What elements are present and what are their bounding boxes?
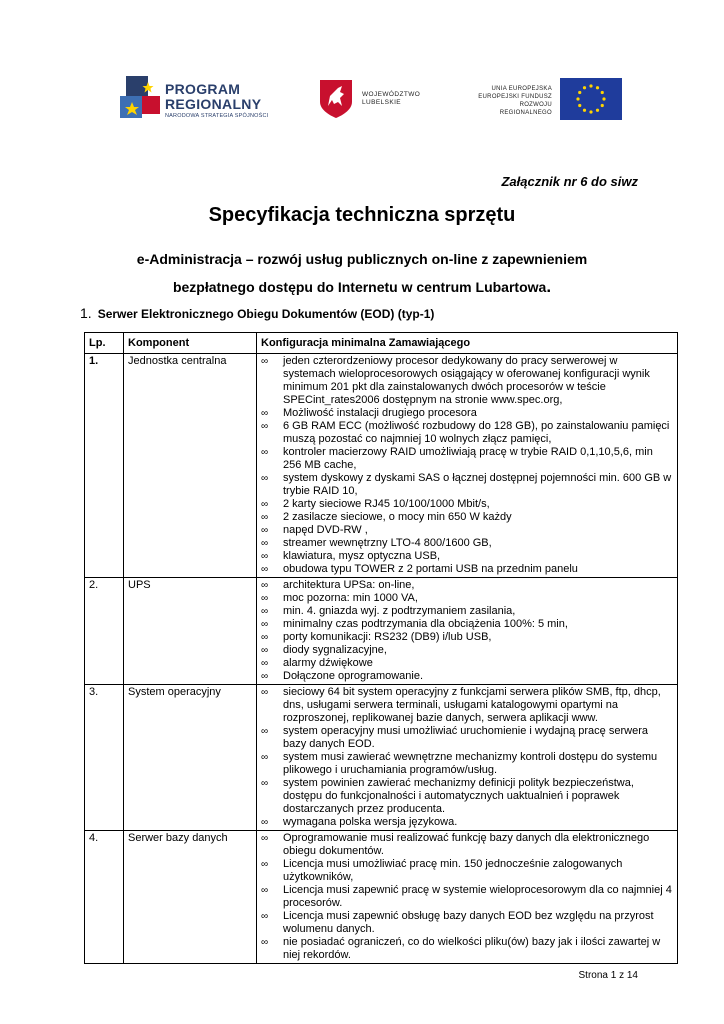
feature-item: ∞ Dołączone oprogramowanie. [261,670,673,683]
eu-star-icon [601,104,604,107]
feature-item: ∞ Licencja musi zapewnić obsługę bazy danych EOD bez względu na przyrost wolumenu danych. [261,910,673,936]
table-body [85,354,678,964]
eu-line1: UNIA EUROPEJSKA [491,86,552,92]
page-footer: Strona 1 z 14 [578,970,638,981]
row-config [257,354,678,578]
feature-item: ∞ nie posiadać ograniczeń, co do wielkości pliku(ów) bazy jak i ilości zawartej w niej rekordów. [261,936,673,962]
feature-list [261,686,673,829]
eu-star-icon [578,91,581,94]
voivodeship-line1: WOJEWÓDZTWO [362,91,421,98]
row-component: UPS [124,578,257,685]
spec-table [84,332,678,964]
row-lp: 1. [85,354,124,578]
program-regionalny-logo-icon [118,74,168,122]
page-title: Specyfikacja techniczna sprzętu [208,204,516,226]
eu-star-icon [596,109,599,112]
feature-item: ∞ obudowa typu TOWER z 2 portami USB na przednim panelu [261,563,673,576]
program-line2: REGIONALNY [165,96,262,112]
eu-star-icon [576,97,579,100]
table-row [85,578,678,685]
eu-star-icon [589,110,592,113]
eu-fund-text [470,85,552,117]
feature-item: ∞ 2 zasilacze sieciowe, o mocy min 650 W każdy [261,511,673,524]
feature-list [261,579,673,683]
table-row [85,685,678,831]
feature-item: ∞ napęd DVD-RW , [261,524,673,537]
subtitle-end: . [546,277,552,296]
feature-item: ∞ min. 4. gniazda wyj. z podtrzymaniem zasilania, [261,605,673,618]
row-component: Jednostka centralna [124,354,257,578]
voivodeship-line2: LUBELSKIE [362,99,402,106]
lubelskie-crest-icon [318,78,354,120]
header-logos [0,68,724,128]
row-config [257,831,678,964]
feature-item: ∞ system powinien zawierać mechanizmy definicji polityk bezpieczeństwa, dostępu do funkcjonalności i automatycznych uaktualnień i poprawek dostarczanych przez producenta. [261,777,673,816]
feature-item: ∞ wymagana polska wersja językowa. [261,816,673,829]
row-lp: 4. [85,831,124,964]
header-config: Konfiguracja minimalna Zamawiającego [257,333,678,354]
feature-list [261,355,673,576]
eu-star-icon [602,97,605,100]
feature-item: ∞ 6 GB RAM ECC (możliwość rozbudowy do 128 GB), po zainstalowaniu pamięci muszą pozostać co najmniej 10 wolnych złącz pamięci, [261,420,673,446]
eu-line2: EUROPEJSKI FUNDUSZ [478,94,552,100]
feature-item: ∞ Licencja musi zapewnić pracę w systemie wieloprocesorowym dla co najmniej 4 procesorów. [261,884,673,910]
eu-star-icon [596,86,599,89]
program-subtitle: NARODOWA STRATEGIA SPÓJNOŚCI [165,113,269,119]
table-row [85,831,678,964]
eu-flag-icon [560,78,622,120]
section-number: 1. [80,305,92,321]
eu-line3: ROZWOJU REGIONALNEGO [499,102,552,116]
feature-item: ∞ sieciowy 64 bit system operacyjny z funkcjami serwera plików SMB, ftp, dhcp, dns, usługami serwera terminali, usługami katalogowymi opartymi na rozproszonej, replikowanej bazie danych, serwera aplikacji www. [261,686,673,725]
row-config [257,578,678,685]
table-header-row [85,333,678,354]
feature-item: ∞ kontroler macierzowy RAID umożliwiają pracę w trybie RAID 0,1,10,5,6, min 256 MB cache, [261,446,673,472]
section-title: Serwer Elektronicznego Obiegu Dokumentów (EOD) (typ-1) [97,307,435,321]
row-component: System operacyjny [124,685,257,831]
eu-star-icon [601,91,604,94]
row-component: Serwer bazy danych [124,831,257,964]
subtitle-line2-text: bezpłatnego dostępu do Internetu w centrum Lubartowa [172,279,547,295]
feature-item: ∞ moc pozorna: min 1000 VA, [261,592,673,605]
voivodeship-text [362,91,420,107]
feature-item: ∞ Możliwość instalacji drugiego procesora [261,407,673,420]
eu-star-icon [578,104,581,107]
eu-star-icon [583,109,586,112]
feature-item: ∞ streamer wewnętrzny LTO-4 800/1600 GB, [261,537,673,550]
table-row [85,354,678,578]
feature-item: ∞ system dyskowy z dyskami SAS o łącznej dostępnej pojemności min. 600 GB w trybie RAID 10, [261,472,673,498]
row-lp: 3. [85,685,124,831]
feature-item: ∞ 2 karty sieciowe RJ45 10/100/1000 Mbit/s, [261,498,673,511]
header-lp: Lp. [85,333,124,354]
feature-item: ∞ porty komunikacji: RS232 (DB9) i/lub USB, [261,631,673,644]
program-line1: PROGRAM [165,81,241,97]
feature-item: ∞ system musi zawierać wewnętrzne mechanizmy kontroli dostępu do systemu plikowego i uruchamiania programów/usług. [261,751,673,777]
subtitle-line2 [40,273,684,301]
feature-item: ∞ klawiatura, mysz optyczna USB, [261,550,673,563]
feature-item: ∞ system operacyjny musi umożliwiać uruchomienie i wydajną pracę serwera bazy danych EOD. [261,725,673,751]
feature-item: ∞ jeden czterordzeniowy procesor dedykowany do pracy serwerowej w systemach wieloprocesorowych osiągający w oferowanej konfiguracji wynik minimum 201 pkt dla zainstalowanych dwóch procesorów w teście SPECint_rates2006 dostępnym na stronie www.spec.org, [261,355,673,407]
section-heading [80,305,434,321]
feature-item: ∞ Oprogramowanie musi realizować funkcję bazy danych dla elektronicznego obiegu dokumentów. [261,832,673,858]
row-lp: 2. [85,578,124,685]
program-regionalny-text [165,82,268,119]
page-subtitle [40,246,684,301]
header-component: Komponent [124,333,257,354]
annex-label: Załącznik nr 6 do siwz [501,174,638,189]
feature-list [261,832,673,962]
eu-star-icon [589,84,592,87]
feature-item: ∞ architektura UPSa: on-line, [261,579,673,592]
feature-item: ∞ diody sygnalizacyjne, [261,644,673,657]
eu-star-icon [583,86,586,89]
feature-item: ∞ alarmy dźwiękowe [261,657,673,670]
feature-item: ∞ Licencja musi umożliwiać pracę min. 150 jednocześnie zalogowanych użytkowników, [261,858,673,884]
feature-item: ∞ minimalny czas podtrzymania dla obciążenia 100%: 5 min, [261,618,673,631]
subtitle-line1: e-Administracja – rozwój usług publicznych on-line z zapewnieniem [136,251,588,267]
row-config [257,685,678,831]
